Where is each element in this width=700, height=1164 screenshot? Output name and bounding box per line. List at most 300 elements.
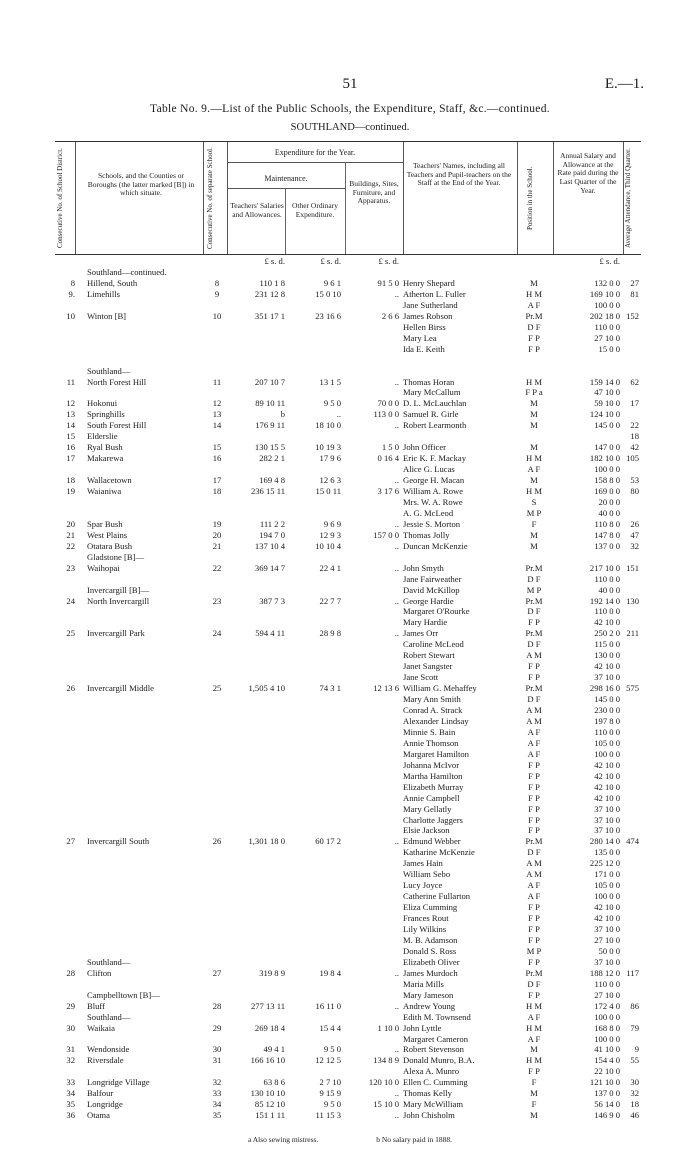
cell-allow: 168 8 0 bbox=[594, 1022, 620, 1033]
cell-att: 151 bbox=[626, 562, 639, 573]
cell-bld: .. bbox=[394, 1044, 399, 1055]
table-row bbox=[55, 606, 641, 617]
cell-school: South Forest Hill bbox=[87, 420, 147, 431]
cell-oth: 15 4 4 bbox=[319, 1022, 341, 1033]
cell-teacher: Maria Mills bbox=[403, 978, 444, 989]
cell-allow: 110 8 0 bbox=[594, 518, 620, 529]
cell-teacher: William G. Mehaffey bbox=[403, 683, 477, 694]
cell-oth: 9 6 9 bbox=[323, 518, 341, 529]
cell-teacher: Annie Campbell bbox=[403, 792, 460, 803]
cell-pos: M P bbox=[526, 507, 542, 518]
cell-school: Southland— bbox=[87, 956, 131, 967]
cell-csn: 16 bbox=[212, 453, 222, 464]
cell-teacher: Frances Rout bbox=[403, 913, 449, 924]
cell-bld: .. bbox=[394, 376, 399, 387]
table-row bbox=[55, 289, 641, 300]
table-row bbox=[55, 1099, 641, 1110]
cell-allow: 132 0 0 bbox=[594, 277, 620, 288]
cell-pos: F P bbox=[528, 617, 540, 628]
cell-bld: 3 17 6 bbox=[377, 486, 399, 496]
table-row bbox=[55, 541, 641, 552]
cell-teacher: George H. Macan bbox=[403, 475, 465, 486]
cell-csn: 15 bbox=[212, 442, 222, 453]
cell-pos: M bbox=[530, 277, 538, 288]
cell-allow: 145 0 0 bbox=[594, 694, 620, 705]
cell-pos: F P bbox=[528, 661, 540, 672]
cell-csn: 33 bbox=[212, 1088, 222, 1099]
cell-school: West Plains bbox=[87, 529, 128, 540]
cell-teacher: Alice G. Lucas bbox=[403, 464, 455, 475]
header-maintenance: Maintenance. bbox=[264, 174, 308, 183]
table-row bbox=[55, 311, 641, 322]
cell-sal: 319 8 9 bbox=[259, 967, 285, 978]
cell-pos: D F bbox=[527, 606, 541, 617]
table-row bbox=[55, 1088, 641, 1099]
cell-att: 32 bbox=[630, 540, 639, 551]
cell-att: 152 bbox=[626, 310, 639, 321]
cell-pos: M bbox=[530, 475, 538, 486]
cell-school: Ryal Bush bbox=[87, 442, 123, 453]
cell-teacher: Jessie S. Morton bbox=[403, 518, 461, 529]
cell-allow: 47 10 0 bbox=[594, 387, 620, 398]
cell-allow: 42 10 0 bbox=[594, 617, 620, 628]
cell-school: Southland— bbox=[87, 365, 131, 376]
cell-allow: 40 0 0 bbox=[598, 584, 620, 595]
cell-teacher: James Robson bbox=[403, 310, 453, 321]
header-annual-salary: Annual Salary and Allowance at the Rate paid during the Last Quarter of the Year. bbox=[557, 151, 619, 195]
cell-no: 14 bbox=[66, 420, 75, 431]
cell-teacher: Robert Stevenson bbox=[403, 1044, 464, 1055]
cell-allow: 147 8 0 bbox=[594, 529, 620, 540]
table-row bbox=[55, 552, 641, 563]
cell-teacher: Margaret Cameron bbox=[403, 1033, 468, 1044]
header-expenditure: Expenditure for the Year. bbox=[274, 148, 356, 157]
cell-oth: 15 0 11 bbox=[315, 486, 341, 496]
cell-pos: A F bbox=[527, 880, 541, 891]
cell-school: North Forest Hill bbox=[87, 376, 147, 387]
cell-teacher: Elsie Jackson bbox=[403, 825, 450, 836]
cell-oth: 18 10 0 bbox=[315, 420, 341, 431]
cell-allow: 41 10 0 bbox=[594, 1044, 620, 1055]
cell-no: 10 bbox=[66, 310, 75, 321]
cell-teacher: Mary McCallum bbox=[403, 387, 461, 398]
cell-pos: M bbox=[530, 398, 538, 409]
cell-teacher: Eliza Cumming bbox=[403, 902, 458, 913]
cell-allow: 158 8 0 bbox=[594, 475, 620, 486]
cell-allow: 110 0 0 bbox=[594, 606, 620, 617]
table-row bbox=[55, 1023, 641, 1034]
header-buildings: Buildings, Sites, Furniture, and Apparatus. bbox=[349, 179, 399, 206]
page-number: 51 bbox=[342, 76, 358, 92]
table-row bbox=[55, 727, 641, 738]
cell-allow: 42 10 0 bbox=[594, 792, 620, 803]
cell-csn: 14 bbox=[212, 420, 222, 431]
cell-oth: 28 9 8 bbox=[319, 628, 341, 639]
cell-pos: H M bbox=[526, 1022, 542, 1033]
cell-teacher: Charlotte Jaggers bbox=[403, 814, 463, 825]
cell-teacher: George Hardie bbox=[403, 595, 454, 606]
cell-pos: A M bbox=[526, 715, 542, 726]
cell-teacher: Lily Wilkins bbox=[403, 924, 447, 934]
cell-allow: 27 10 0 bbox=[594, 989, 620, 1000]
footnote-b: b No salary paid in 1888. bbox=[376, 1135, 453, 1144]
cell-att: 130 bbox=[626, 595, 639, 606]
cell-bld: .. bbox=[394, 836, 399, 847]
table-row bbox=[55, 1001, 641, 1012]
cell-allow: 182 10 0 bbox=[589, 453, 620, 464]
cell-teacher: John Lyttle bbox=[403, 1022, 442, 1033]
cell-allow: 105 0 0 bbox=[594, 880, 620, 891]
cell-school: Waikaia bbox=[87, 1022, 115, 1033]
cell-pos: H M bbox=[526, 1055, 542, 1066]
page-code: E.—1. bbox=[604, 76, 644, 92]
cell-csn: 20 bbox=[212, 529, 222, 540]
table-row bbox=[55, 705, 641, 716]
cell-pos: F P bbox=[528, 825, 540, 836]
cell-allow: 20 0 0 bbox=[598, 496, 620, 507]
cell-oth: 74 3 1 bbox=[319, 683, 341, 694]
cell-school: Gladstone [B]— bbox=[87, 551, 145, 562]
table-row bbox=[55, 409, 641, 420]
cell-sal: 89 10 11 bbox=[255, 398, 285, 409]
cell-teacher: Alexander Lindsay bbox=[403, 715, 469, 726]
cell-csn: 12 bbox=[212, 398, 222, 409]
cell-teacher: Janet Sangster bbox=[403, 661, 453, 672]
cell-att: 30 bbox=[630, 1077, 639, 1088]
lsd-salaries: £ s. d. bbox=[264, 256, 285, 266]
cell-csn: 19 bbox=[212, 518, 222, 529]
cell-teacher: Hellen Birss bbox=[403, 321, 446, 332]
cell-school: Hokonui bbox=[87, 398, 118, 409]
table-row bbox=[55, 782, 641, 793]
cell-pos: M bbox=[530, 409, 538, 420]
table-row bbox=[55, 486, 641, 497]
cell-pos: M bbox=[530, 1110, 538, 1121]
cell-csn: 24 bbox=[212, 628, 222, 639]
cell-bld: .. bbox=[394, 288, 399, 299]
cell-teacher: Mary Gellatly bbox=[403, 803, 452, 814]
cell-allow: 100 0 0 bbox=[594, 1033, 620, 1044]
lsd-buildings: £ s. d. bbox=[378, 256, 399, 266]
cell-no: 27 bbox=[66, 836, 75, 847]
cell-no: 29 bbox=[66, 1000, 75, 1011]
cell-teacher: Robert Stewart bbox=[403, 650, 455, 661]
cell-teacher: Mary Ann Smith bbox=[403, 694, 461, 705]
cell-bld: 2 6 6 bbox=[381, 310, 399, 321]
cell-sal: 151 1 11 bbox=[255, 1110, 285, 1121]
cell-no: 23 bbox=[66, 562, 75, 573]
cell-bld: .. bbox=[394, 540, 399, 551]
cell-allow: 115 0 0 bbox=[594, 639, 620, 650]
cell-oth: 17 9 6 bbox=[319, 453, 341, 464]
table-row bbox=[55, 880, 641, 891]
cell-teacher: Alexa A. Munro bbox=[403, 1066, 460, 1077]
cell-school: Winton [B] bbox=[87, 310, 127, 321]
lsd-other: £ s. d. bbox=[320, 256, 341, 266]
cell-oth: 15 0 10 bbox=[315, 288, 341, 299]
cell-school: Invercargill South bbox=[87, 836, 150, 847]
cell-oth: 19 8 4 bbox=[319, 967, 341, 978]
cell-att: 575 bbox=[626, 683, 639, 694]
table-row bbox=[55, 847, 641, 858]
cell-bld: 120 10 0 bbox=[368, 1077, 399, 1088]
cell-pos: A M bbox=[526, 858, 542, 869]
lsd-allowance: £ s. d. bbox=[599, 256, 620, 266]
cell-teacher: Catherine Fullarton bbox=[403, 891, 471, 902]
cell-allow: 40 0 0 bbox=[598, 507, 620, 518]
cell-allow: 121 10 0 bbox=[589, 1077, 620, 1088]
cell-teacher: Ellen C. Cumming bbox=[403, 1077, 468, 1088]
table-row bbox=[55, 946, 641, 957]
cell-pos: Pr.M bbox=[525, 595, 543, 606]
cell-allow: 135 0 0 bbox=[594, 847, 620, 858]
cell-no: 8 bbox=[70, 277, 75, 288]
cell-allow: 110 0 0 bbox=[594, 726, 620, 737]
cell-allow: 110 0 0 bbox=[594, 321, 620, 332]
cell-sal: 1,301 18 0 bbox=[248, 836, 285, 847]
cell-allow: 105 0 0 bbox=[594, 737, 620, 748]
cell-att: 117 bbox=[626, 967, 639, 978]
cell-school: Waianiwa bbox=[87, 486, 122, 496]
cell-pos: A M bbox=[526, 869, 542, 880]
cell-allow: 202 18 0 bbox=[589, 310, 620, 321]
cell-no: 13 bbox=[66, 409, 75, 420]
cell-sal: 137 10 4 bbox=[254, 540, 285, 551]
cell-teacher: Minnie S. Bain bbox=[403, 726, 456, 737]
cell-pos: M bbox=[530, 420, 538, 431]
header-other-expenditure: Other Ordinary Expenditure. bbox=[291, 201, 339, 219]
cell-bld: .. bbox=[394, 967, 399, 978]
cell-allow: 147 0 0 bbox=[594, 442, 620, 453]
table-title: Table No. 9.—List of the Public Schools, the Expenditure, Staff, &c.—continued. bbox=[150, 103, 550, 115]
cell-allow: 225 12 0 bbox=[589, 858, 620, 869]
cell-school: Southland—continued. bbox=[87, 267, 167, 277]
cell-pos: D F bbox=[527, 573, 541, 584]
cell-sal: 231 12 8 bbox=[254, 288, 285, 299]
cell-allow: 22 10 0 bbox=[594, 1066, 620, 1077]
cell-no: 32 bbox=[66, 1055, 75, 1066]
cell-teacher: William A. Rowe bbox=[403, 486, 464, 496]
table-row bbox=[55, 344, 641, 355]
table-row bbox=[55, 683, 641, 694]
cell-teacher: Edmund Webber bbox=[403, 836, 461, 847]
lsd-row bbox=[55, 256, 641, 267]
cell-bld: .. bbox=[394, 475, 399, 486]
cell-teacher: Katharine McKenzie bbox=[403, 847, 475, 858]
cell-sal: 176 9 11 bbox=[255, 420, 285, 431]
cell-school: Makarewa bbox=[87, 453, 124, 464]
table-row bbox=[55, 530, 641, 541]
cell-pos: A F bbox=[527, 726, 541, 737]
cell-sal: 111 2 2 bbox=[259, 518, 285, 529]
cell-att: 62 bbox=[630, 376, 639, 387]
cell-sal: 85 12 10 bbox=[254, 1099, 285, 1110]
table-row bbox=[55, 1034, 641, 1045]
cell-sal: 110 1 8 bbox=[259, 277, 285, 288]
cell-pos: A F bbox=[527, 1011, 541, 1022]
cell-allow: 146 9 0 bbox=[594, 1110, 620, 1121]
cell-no: 9. bbox=[68, 288, 75, 299]
table-row bbox=[55, 815, 641, 826]
cell-allow: 37 10 0 bbox=[594, 956, 620, 967]
cell-att: 105 bbox=[626, 453, 639, 464]
cell-allow: 37 10 0 bbox=[594, 924, 620, 934]
cell-no: 18 bbox=[66, 475, 75, 486]
cell-pos: S bbox=[531, 496, 537, 507]
cell-pos: Pr.M bbox=[525, 967, 543, 978]
cell-pos: A M bbox=[526, 705, 542, 715]
cell-sal: 282 2 1 bbox=[259, 453, 285, 464]
cell-csn: 34 bbox=[212, 1099, 222, 1110]
cell-sal: b bbox=[280, 409, 285, 420]
cell-allow: 56 14 0 bbox=[594, 1099, 620, 1110]
cell-bld: .. bbox=[394, 562, 399, 573]
cell-teacher: Jane Sutherland bbox=[403, 299, 458, 310]
cell-no: 30 bbox=[66, 1022, 75, 1033]
table-row bbox=[55, 300, 641, 311]
cell-pos: A F bbox=[527, 748, 541, 759]
table-row bbox=[55, 694, 641, 705]
cell-pos: F P bbox=[528, 759, 540, 770]
cell-sal: 1,505 4 10 bbox=[248, 683, 285, 694]
table-row bbox=[55, 387, 641, 398]
cell-bld: 15 10 0 bbox=[373, 1099, 399, 1110]
cell-no: 34 bbox=[66, 1088, 75, 1099]
cell-allow: 42 10 0 bbox=[594, 661, 620, 672]
cell-bld: 1 10 0 bbox=[377, 1022, 399, 1033]
cell-pos: F P bbox=[528, 913, 540, 924]
cell-pos: A F bbox=[527, 464, 541, 475]
cell-school: Longridge Village bbox=[87, 1077, 150, 1088]
cell-school: Otatara Bush bbox=[87, 540, 133, 551]
table-row bbox=[55, 333, 641, 344]
cell-no: 31 bbox=[66, 1044, 75, 1055]
cell-allow: 100 0 0 bbox=[594, 1011, 620, 1022]
cell-teacher: Annie Thomson bbox=[403, 737, 459, 748]
cell-csn: 30 bbox=[212, 1044, 222, 1055]
table-row bbox=[55, 1044, 641, 1055]
cell-sal: 63 8 6 bbox=[263, 1077, 285, 1088]
cell-pos: H M bbox=[526, 486, 542, 496]
cell-pos: M bbox=[530, 540, 538, 551]
cell-pos: F P bbox=[528, 934, 540, 945]
cell-pos: Pr.M bbox=[525, 628, 543, 639]
cell-no: 11 bbox=[66, 376, 75, 387]
cell-bld: .. bbox=[394, 1088, 399, 1099]
table-row bbox=[55, 990, 641, 1001]
cell-teacher: John Chisholm bbox=[403, 1110, 455, 1121]
cell-teacher: James Murdoch bbox=[403, 967, 458, 978]
cell-oth: 9 15 9 bbox=[319, 1088, 341, 1099]
cell-pos: H M bbox=[526, 288, 542, 299]
cell-teacher: Ida E. Keith bbox=[403, 343, 445, 354]
cell-allow: 100 0 0 bbox=[594, 299, 620, 310]
table-row bbox=[55, 497, 641, 508]
cell-pos: M bbox=[530, 1088, 538, 1099]
cell-oth: 60 17 2 bbox=[315, 836, 341, 847]
cell-teacher: James Orr bbox=[403, 628, 439, 639]
header-teachers-names: Teachers' Names, including all Teachers and Pupil-teachers on the Staff at the End of the Year. bbox=[406, 161, 512, 188]
footnote-a: a Also sewing mistress. bbox=[247, 1135, 319, 1144]
table-row bbox=[55, 628, 641, 639]
cell-pos: H M bbox=[526, 453, 542, 464]
cell-teacher: Andrew Young bbox=[403, 1000, 456, 1011]
cell-bld: .. bbox=[394, 628, 399, 639]
cell-pos: A M bbox=[526, 650, 542, 661]
table-row bbox=[55, 453, 641, 464]
cell-bld: 0 16 4 bbox=[377, 453, 399, 464]
cell-teacher: Donald S. Ross bbox=[403, 945, 457, 956]
cell-school: Elderslie bbox=[87, 431, 118, 442]
cell-teacher: Eric K. F. Mackay bbox=[403, 453, 467, 464]
cell-att: 81 bbox=[630, 288, 639, 299]
header-teachers-salaries: Teachers' Salaries and Allowances. bbox=[230, 201, 284, 219]
table-row bbox=[55, 366, 641, 377]
cell-no: 20 bbox=[66, 518, 75, 529]
cell-csn: 31 bbox=[212, 1055, 222, 1066]
cell-csn: 17 bbox=[212, 475, 222, 486]
cell-att: 27 bbox=[630, 277, 639, 288]
table-row bbox=[55, 1110, 641, 1121]
cell-oth: 9 5 0 bbox=[323, 398, 341, 409]
table-subtitle: SOUTHLAND—continued. bbox=[290, 122, 410, 133]
table-row bbox=[55, 639, 641, 650]
cell-allow: 42 10 0 bbox=[594, 902, 620, 913]
cell-pos: D F bbox=[527, 847, 541, 858]
cell-sal: 49 4 1 bbox=[263, 1044, 285, 1055]
cell-pos: F P bbox=[528, 902, 540, 913]
cell-allow: 217 10 0 bbox=[589, 562, 620, 573]
table-row bbox=[55, 322, 641, 333]
cell-allow: 42 10 0 bbox=[594, 913, 620, 924]
table-row bbox=[55, 661, 641, 672]
cell-school: Campbelltown [B]— bbox=[87, 989, 160, 1000]
cell-pos: F bbox=[531, 518, 537, 529]
cell-allow: 110 0 0 bbox=[594, 573, 620, 584]
cell-pos: F P a bbox=[525, 387, 543, 398]
cell-pos: M P bbox=[526, 584, 542, 595]
cell-no: 28 bbox=[66, 967, 75, 978]
table-row bbox=[55, 1012, 641, 1023]
cell-bld: .. bbox=[394, 518, 399, 529]
cell-oth: 22 7 7 bbox=[319, 595, 341, 606]
cell-att: 26 bbox=[630, 518, 639, 529]
cell-csn: 9 bbox=[214, 288, 220, 299]
cell-allow: 250 2 0 bbox=[594, 628, 620, 639]
cell-pos: F P bbox=[528, 332, 540, 343]
cell-teacher: Thomas Horan bbox=[403, 376, 455, 387]
cell-allow: 280 14 0 bbox=[589, 836, 620, 847]
table-row bbox=[55, 519, 641, 530]
cell-teacher: Samuel R. Girle bbox=[403, 409, 459, 420]
table-row bbox=[55, 475, 641, 486]
cell-school: North Invercargill bbox=[87, 595, 150, 606]
table-row bbox=[55, 278, 641, 289]
cell-att: 32 bbox=[630, 1088, 639, 1099]
cell-allow: 37 10 0 bbox=[594, 803, 620, 814]
cell-oth: 12 9 3 bbox=[319, 529, 341, 540]
cell-pos: F bbox=[531, 1099, 537, 1110]
cell-oth: 10 10 4 bbox=[315, 540, 341, 551]
cell-allow: 27 10 0 bbox=[594, 332, 620, 343]
table-header bbox=[55, 141, 641, 255]
table-row bbox=[55, 935, 641, 946]
cell-pos: M bbox=[530, 529, 538, 540]
cell-allow: 172 4 0 bbox=[594, 1000, 620, 1011]
cell-allow: 37 10 0 bbox=[594, 814, 620, 825]
cell-csn: 32 bbox=[212, 1077, 222, 1088]
cell-no: 24 bbox=[66, 595, 75, 606]
